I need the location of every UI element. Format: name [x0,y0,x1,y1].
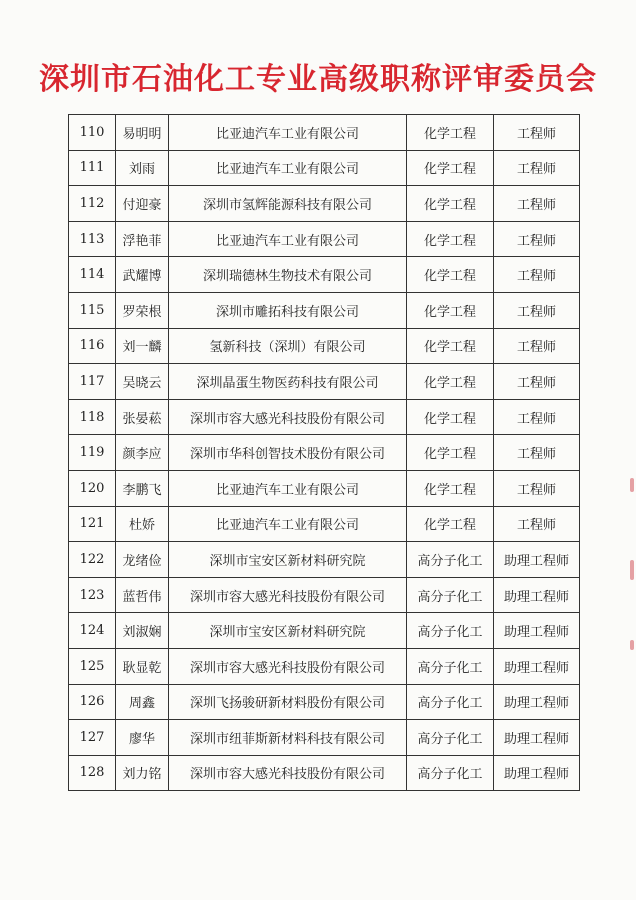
table-row [69,542,580,578]
row-number-cell: 121 [69,506,116,542]
professional-title-cell: 工程师 [494,328,580,364]
row-number-cell: 125 [69,648,116,684]
page-edge-mark [630,478,634,492]
person-name-cell: 刘力铭 [116,755,169,791]
company-name-cell: 深圳市容大感光科技股份有限公司 [169,577,407,613]
professional-title-cell: 工程师 [494,435,580,471]
row-number-cell: 120 [69,470,116,506]
company-name-cell: 比亚迪汽车工业有限公司 [169,150,407,186]
row-number-cell: 124 [69,613,116,649]
table-row [69,328,580,364]
row-number-cell: 112 [69,186,116,222]
major-field-cell: 化学工程 [407,364,494,400]
company-name-cell: 深圳市华科创智技术股份有限公司 [169,435,407,471]
professional-title-cell: 工程师 [494,506,580,542]
row-number-cell: 110 [69,115,116,151]
table-row [69,577,580,613]
major-field-cell: 高分子化工 [407,542,494,578]
row-number-cell: 122 [69,542,116,578]
company-name-cell: 深圳市纽菲斯新材料科技有限公司 [169,720,407,756]
major-field-cell: 高分子化工 [407,755,494,791]
professional-title-cell: 助理工程师 [494,684,580,720]
table-row [69,506,580,542]
major-field-cell: 高分子化工 [407,577,494,613]
table-row [69,648,580,684]
major-field-cell: 化学工程 [407,221,494,257]
company-name-cell: 比亚迪汽车工业有限公司 [169,115,407,151]
major-field-cell: 化学工程 [407,399,494,435]
table-row [69,364,580,400]
company-name-cell: 深圳市宝安区新材料研究院 [169,613,407,649]
table-row [69,399,580,435]
row-number-cell: 111 [69,150,116,186]
table-row [69,470,580,506]
page-edge-mark [630,640,634,650]
company-name-cell: 深圳市宝安区新材料研究院 [169,542,407,578]
professional-title-cell: 工程师 [494,364,580,400]
company-name-cell: 深圳飞扬骏研新材料股份有限公司 [169,684,407,720]
row-number-cell: 118 [69,399,116,435]
major-field-cell: 化学工程 [407,257,494,293]
professional-title-cell: 工程师 [494,186,580,222]
professional-title-cell: 助理工程师 [494,542,580,578]
professional-title-cell: 工程师 [494,399,580,435]
person-name-cell: 廖华 [116,720,169,756]
professional-title-cell: 工程师 [494,221,580,257]
row-number-cell: 115 [69,292,116,328]
professional-title-cell: 工程师 [494,292,580,328]
table-row [69,435,580,471]
person-name-cell: 武耀博 [116,257,169,293]
row-number-cell: 117 [69,364,116,400]
professional-title-cell: 助理工程师 [494,720,580,756]
row-number-cell: 114 [69,257,116,293]
table-row [69,186,580,222]
row-number-cell: 128 [69,755,116,791]
person-name-cell: 张晏菘 [116,399,169,435]
professional-title-cell: 工程师 [494,115,580,151]
major-field-cell: 化学工程 [407,435,494,471]
row-number-cell: 113 [69,221,116,257]
row-number-cell: 119 [69,435,116,471]
row-number-cell: 127 [69,720,116,756]
company-name-cell: 比亚迪汽车工业有限公司 [169,506,407,542]
person-name-cell: 易明明 [116,115,169,151]
major-field-cell: 化学工程 [407,115,494,151]
major-field-cell: 高分子化工 [407,684,494,720]
company-name-cell: 比亚迪汽车工业有限公司 [169,221,407,257]
person-name-cell: 周鑫 [116,684,169,720]
company-name-cell: 深圳市氢辉能源科技有限公司 [169,186,407,222]
company-name-cell: 比亚迪汽车工业有限公司 [169,470,407,506]
major-field-cell: 化学工程 [407,328,494,364]
person-name-cell: 刘一麟 [116,328,169,364]
person-name-cell: 颜李应 [116,435,169,471]
table-row [69,720,580,756]
person-name-cell: 刘淑娴 [116,613,169,649]
company-name-cell: 氢新科技（深圳）有限公司 [169,328,407,364]
table-row [69,115,580,151]
person-name-cell: 龙绪俭 [116,542,169,578]
professional-title-cell: 助理工程师 [494,755,580,791]
professional-title-cell: 工程师 [494,470,580,506]
professional-title-cell: 工程师 [494,257,580,293]
company-name-cell: 深圳瑞德林生物技术有限公司 [169,257,407,293]
person-name-cell: 刘雨 [116,150,169,186]
major-field-cell: 化学工程 [407,470,494,506]
company-name-cell: 深圳晶蛋生物医药科技有限公司 [169,364,407,400]
person-name-cell: 蓝哲伟 [116,577,169,613]
major-field-cell: 高分子化工 [407,720,494,756]
person-name-cell: 吴晓云 [116,364,169,400]
person-name-cell: 耿显乾 [116,648,169,684]
roster-table [68,114,580,791]
professional-title-cell: 助理工程师 [494,613,580,649]
row-number-cell: 126 [69,684,116,720]
document-title: 深圳市石油化工专业高级职称评审委员会 [39,62,597,97]
person-name-cell: 杜娇 [116,506,169,542]
major-field-cell: 化学工程 [407,292,494,328]
major-field-cell: 高分子化工 [407,613,494,649]
table-row [69,292,580,328]
row-number-cell: 123 [69,577,116,613]
professional-title-cell: 工程师 [494,150,580,186]
table-row [69,755,580,791]
company-name-cell: 深圳市容大感光科技股份有限公司 [169,399,407,435]
table-row [69,150,580,186]
person-name-cell: 罗荣根 [116,292,169,328]
table-row [69,257,580,293]
person-name-cell: 付迎豪 [116,186,169,222]
company-name-cell: 深圳市雕拓科技有限公司 [169,292,407,328]
roster-body [69,115,580,791]
company-name-cell: 深圳市容大感光科技股份有限公司 [169,648,407,684]
person-name-cell: 李鹏飞 [116,470,169,506]
table-row [69,684,580,720]
table-row [69,221,580,257]
major-field-cell: 化学工程 [407,186,494,222]
major-field-cell: 化学工程 [407,150,494,186]
professional-title-cell: 助理工程师 [494,577,580,613]
table-row [69,613,580,649]
page-edge-mark [630,560,634,580]
major-field-cell: 化学工程 [407,506,494,542]
professional-title-cell: 助理工程师 [494,648,580,684]
person-name-cell: 浮艳菲 [116,221,169,257]
major-field-cell: 高分子化工 [407,648,494,684]
company-name-cell: 深圳市容大感光科技股份有限公司 [169,755,407,791]
row-number-cell: 116 [69,328,116,364]
